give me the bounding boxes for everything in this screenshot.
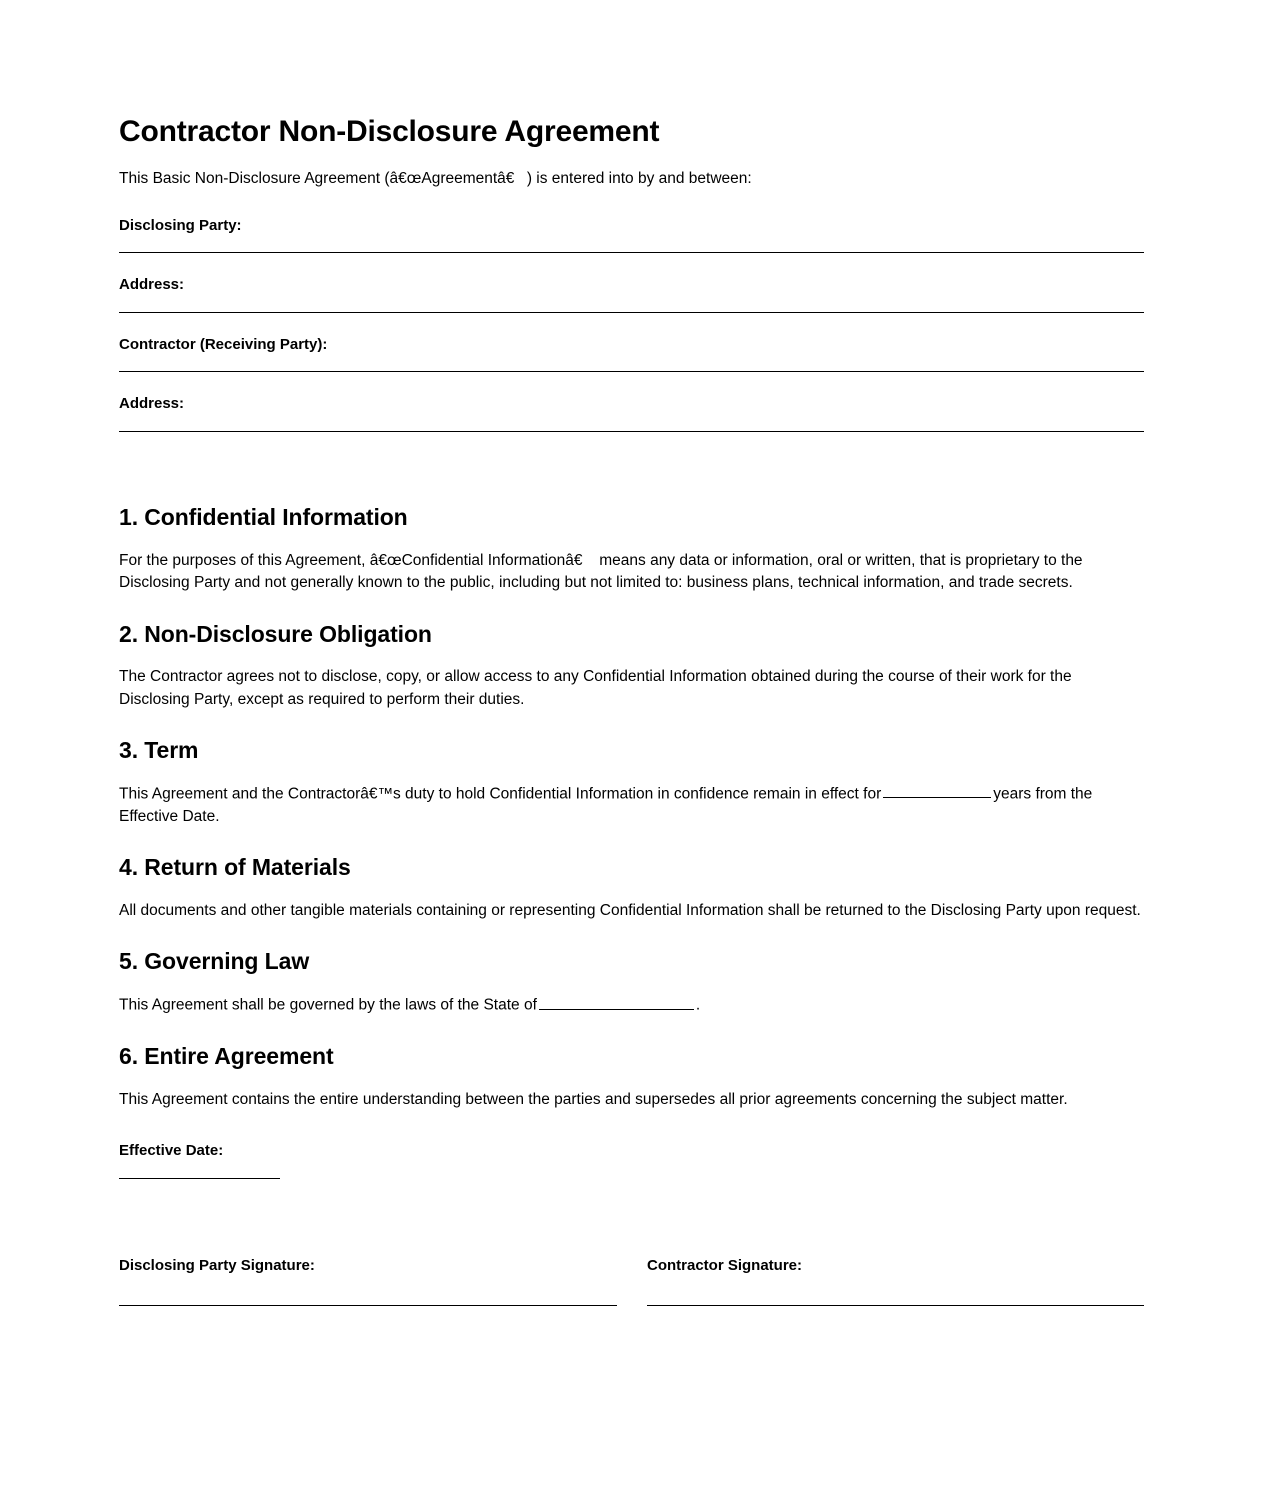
- document-content: [119, 115, 1144, 1306]
- governing-law-text-before: This Agreement shall be governed by the laws of the State of: [119, 996, 537, 1014]
- section-heading-return-of-materials: 4. Return of Materials: [119, 854, 351, 881]
- section-heading-term: 3. Term: [119, 737, 199, 764]
- signature-column-contractor: [647, 1256, 1144, 1307]
- section-body-entire-agreement: This Agreement contains the entire understanding between the parties and supersedes all prior agreements concerning the subject matter.: [119, 1090, 1068, 1108]
- section-spacer: [119, 454, 1144, 478]
- signature-label-disclosing-party: Disclosing Party Signature:: [119, 1256, 315, 1274]
- section-body-non-disclosure-obligation: The Contractor agrees not to disclose, copy, or allow access to any Confidential Information obtained during the course of their work for the Disclosing Party, except as required to perform their duties.: [119, 668, 1072, 708]
- section-non-disclosure-obligation: [119, 621, 1144, 712]
- field-input-disclosing-party-address[interactable]: [119, 312, 1144, 313]
- governing-law-text-after: .: [695, 996, 701, 1014]
- page-title: Contractor Non-Disclosure Agreement: [119, 115, 660, 148]
- term-years-blank[interactable]: [883, 783, 991, 799]
- signature-input-contractor[interactable]: [647, 1305, 1144, 1306]
- field-label-disclosing-party-address: Address:: [119, 276, 185, 294]
- section-body-term: [119, 783, 1144, 829]
- section-body-governing-law: [119, 994, 1144, 1017]
- section-body-return-of-materials: All documents and other tangible materials containing or representing Confidential Information shall be returned to the Disclosing Party upon request.: [119, 901, 1141, 919]
- section-heading-entire-agreement: 6. Entire Agreement: [119, 1043, 334, 1070]
- governing-law-state-blank[interactable]: [539, 994, 694, 1010]
- field-input-contractor[interactable]: [119, 371, 1144, 372]
- section-return-of-materials: [119, 854, 1144, 922]
- term-text-after: years from the Effective Date.: [119, 785, 1093, 825]
- field-disclosing-party-address: [119, 275, 1144, 313]
- section-term: [119, 737, 1144, 828]
- section-entire-agreement: [119, 1043, 1144, 1111]
- section-confidential-information: [119, 504, 1144, 595]
- field-disclosing-party: [119, 216, 1144, 254]
- signature-input-disclosing-party[interactable]: [119, 1305, 617, 1306]
- section-governing-law: [119, 948, 1144, 1017]
- field-contractor-address: [119, 394, 1144, 432]
- signature-column-disclosing-party: [119, 1256, 647, 1307]
- term-text-before: This Agreement and the Contractorâ€™s duty to hold Confidential Information in confidence remain in effect for: [119, 785, 882, 803]
- section-heading-non-disclosure-obligation: 2. Non-Disclosure Obligation: [119, 620, 432, 647]
- signature-block: [119, 1256, 1144, 1307]
- field-label-contractor-address: Address:: [119, 395, 185, 413]
- field-input-contractor-address[interactable]: [119, 431, 1144, 432]
- section-body-confidential-information: For the purposes of this Agreement, â€œConfidential Informationâ€ means any data or information, oral or written, that is proprietary to the Disclosing Party and not generally known to the public, including but not limited to: business plans, technical information, and trade secrets.: [119, 551, 1083, 592]
- field-label-effective-date: Effective Date:: [119, 1142, 224, 1160]
- intro-paragraph: This Basic Non-Disclosure Agreement (â€œAgreementâ€) is entered into by and between:: [119, 169, 752, 187]
- field-input-effective-date[interactable]: [119, 1178, 280, 1179]
- field-effective-date: [119, 1141, 1144, 1179]
- field-label-contractor: Contractor (Receiving Party):: [119, 335, 328, 353]
- section-heading-confidential-information: 1. Confidential Information: [119, 503, 408, 530]
- field-label-disclosing-party: Disclosing Party:: [119, 216, 242, 234]
- field-contractor: [119, 335, 1144, 373]
- field-input-disclosing-party[interactable]: [119, 252, 1144, 253]
- section-heading-governing-law: 5. Governing Law: [119, 948, 310, 975]
- signature-label-contractor: Contractor Signature:: [647, 1256, 803, 1274]
